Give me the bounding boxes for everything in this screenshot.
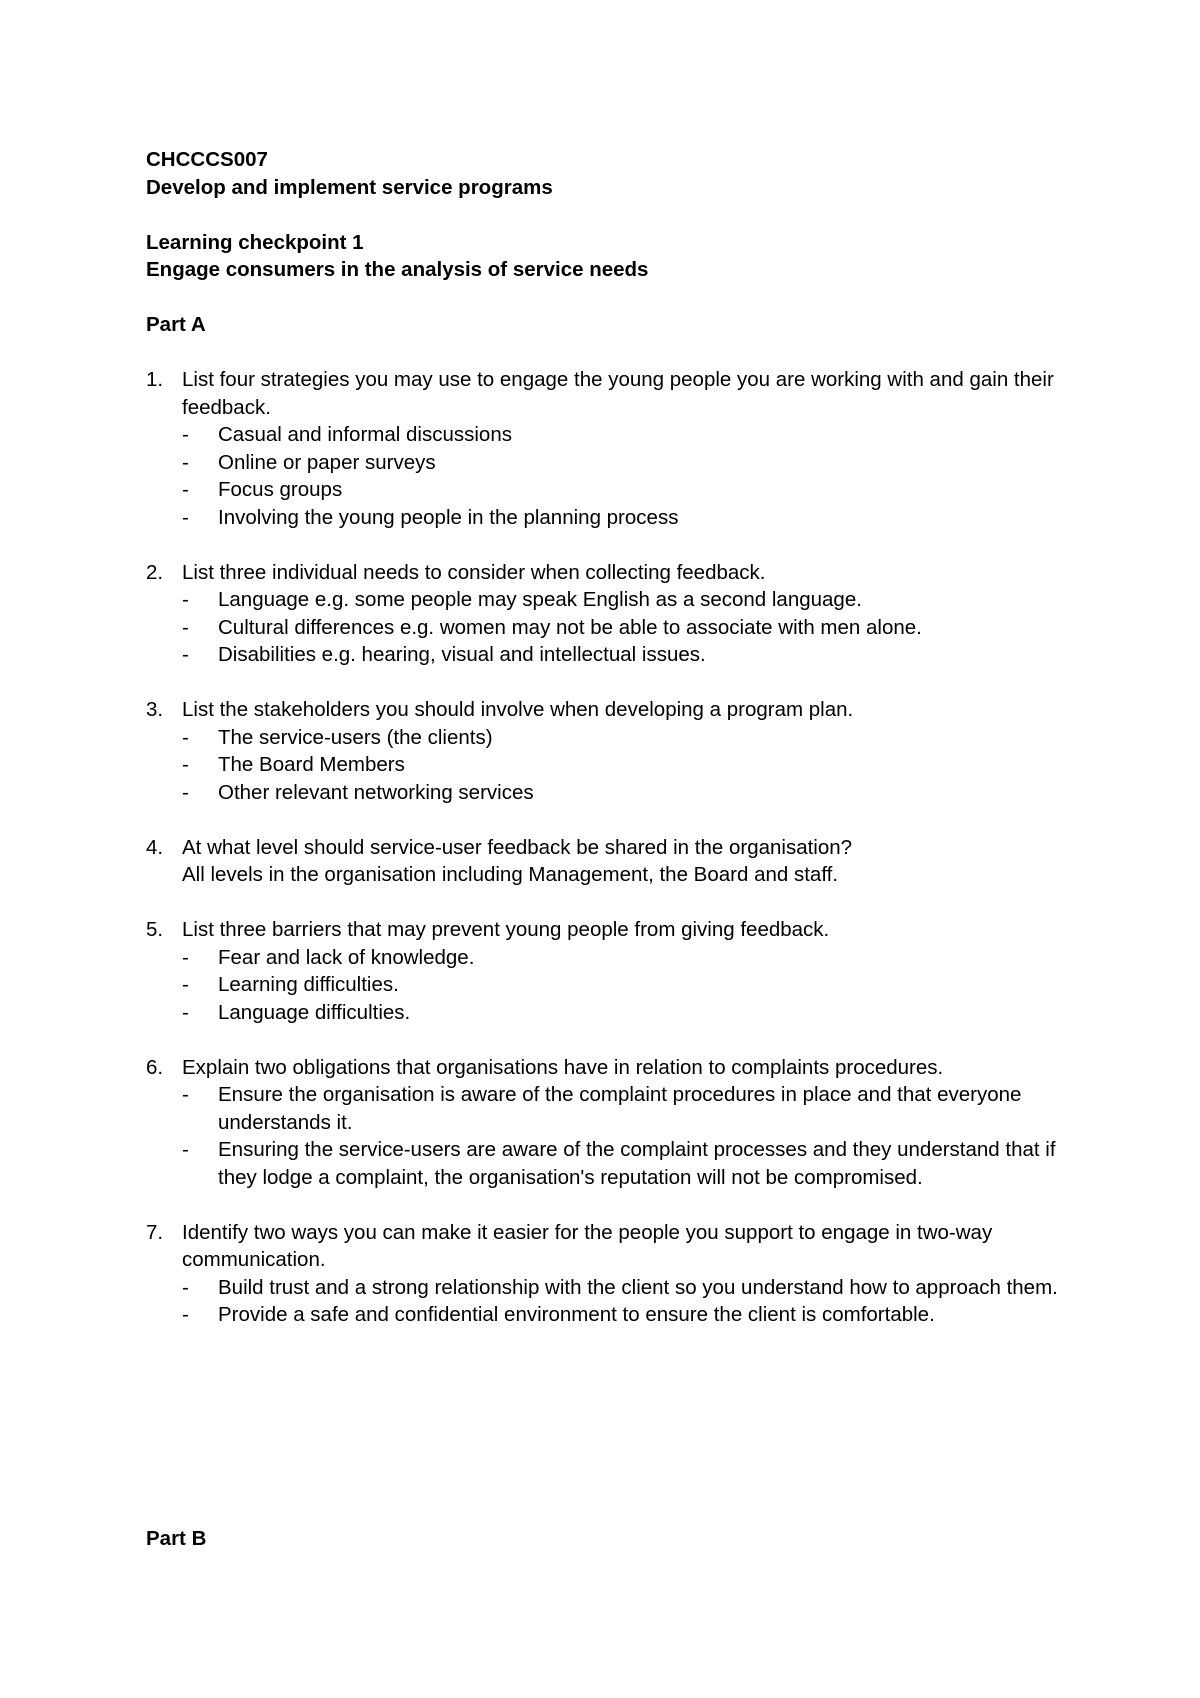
checkpoint-title: Engage consumers in the analysis of service needs xyxy=(146,258,649,281)
answer-item xyxy=(182,779,1060,807)
question-number: 2. xyxy=(146,560,164,584)
dash-bullet: - xyxy=(182,945,189,969)
answer-text: The Board Members xyxy=(218,753,405,776)
answer-list xyxy=(182,1274,1060,1329)
question-number: 4. xyxy=(146,835,164,859)
answer-list xyxy=(182,944,1060,1027)
unit-title: Develop and implement service programs xyxy=(146,175,553,199)
answer-item xyxy=(182,944,1060,972)
answer-item xyxy=(182,1136,1060,1191)
question-number: 7. xyxy=(146,1220,164,1244)
answer-text: Cultural differences e.g. women may not be able to associate with men alone. xyxy=(218,615,922,639)
dash-bullet: - xyxy=(182,725,189,749)
answer-list xyxy=(182,421,1060,531)
answer-item xyxy=(182,1274,1060,1302)
dash-bullet: - xyxy=(182,643,189,666)
question-item xyxy=(146,696,1060,806)
answer-item xyxy=(182,641,1060,669)
question-text: Identify two ways you can make it easier for the people you support to engage in two-way communication. xyxy=(182,1220,993,1271)
answer-item xyxy=(182,586,1060,614)
question-number: 1. xyxy=(146,368,164,391)
answer-item xyxy=(182,614,1060,642)
answer-text: Involving the young people in the planning process xyxy=(218,505,679,529)
answer-item xyxy=(182,971,1060,999)
question-list xyxy=(146,366,1060,1329)
question-item xyxy=(146,1219,1060,1329)
dash-bullet: - xyxy=(182,753,189,776)
question-text: Explain two obligations that organisations have in relation to complaints procedures. xyxy=(182,1055,944,1079)
question-response: All levels in the organisation including Management, the Board and staff. xyxy=(182,863,839,886)
question-item xyxy=(146,366,1060,531)
question-item xyxy=(146,834,1060,889)
dash-bullet: - xyxy=(182,423,189,446)
answer-item xyxy=(182,476,1060,504)
answer-text: Build trust and a strong relationship with the client so you understand how to approach them. xyxy=(218,1275,1058,1299)
answer-text: Fear and lack of knowledge. xyxy=(218,945,475,969)
answer-list xyxy=(182,724,1060,807)
question-number: 5. xyxy=(146,918,164,941)
part-b-heading: Part B xyxy=(146,1527,207,1550)
answer-item xyxy=(182,1081,1060,1136)
answer-item xyxy=(182,1301,1060,1329)
dash-bullet: - xyxy=(182,505,189,529)
answer-text: Provide a safe and confidential environment to ensure the client is comfortable. xyxy=(218,1303,935,1326)
answer-list xyxy=(182,1081,1060,1191)
answer-text: The service-users (the clients) xyxy=(218,725,493,749)
answer-text: Language difficulties. xyxy=(218,1000,411,1024)
answer-item xyxy=(182,421,1060,449)
answer-text: Ensure the organisation is aware of the complaint procedures in place and that everyone understands it. xyxy=(218,1083,1022,1134)
dash-bullet: - xyxy=(182,1303,189,1326)
answer-text: Casual and informal discussions xyxy=(218,423,512,446)
question-text: At what level should service-user feedback be shared in the organisation? xyxy=(182,835,853,859)
dash-bullet: - xyxy=(182,1138,189,1161)
answer-text: Language e.g. some people may speak English as a second language. xyxy=(218,588,862,611)
dash-bullet: - xyxy=(182,1000,189,1024)
dash-bullet: - xyxy=(182,478,189,501)
answer-item xyxy=(182,449,1060,477)
answer-text: Disabilities e.g. hearing, visual and intellectual issues. xyxy=(218,643,706,666)
answer-item xyxy=(182,999,1060,1027)
question-text: List the stakeholders you should involve when developing a program plan. xyxy=(182,698,854,721)
answer-text: Learning difficulties. xyxy=(218,973,399,996)
question-number: 3. xyxy=(146,698,164,721)
answer-list xyxy=(182,586,1060,669)
dash-bullet: - xyxy=(182,1275,189,1299)
answer-item xyxy=(182,751,1060,779)
answer-text: Focus groups xyxy=(218,478,343,501)
dash-bullet: - xyxy=(182,615,189,639)
dash-bullet: - xyxy=(182,780,189,804)
answer-text: Online or paper surveys xyxy=(218,450,436,474)
question-item xyxy=(146,559,1060,669)
answer-text: Other relevant networking services xyxy=(218,780,534,804)
question-item xyxy=(146,916,1060,1026)
answer-item xyxy=(182,504,1060,532)
answer-item xyxy=(182,724,1060,752)
dash-bullet: - xyxy=(182,1083,189,1106)
question-text: List three barriers that may prevent young people from giving feedback. xyxy=(182,918,830,941)
dash-bullet: - xyxy=(182,973,189,996)
checkpoint-label: Learning checkpoint 1 xyxy=(146,230,364,254)
question-number: 6. xyxy=(146,1055,164,1079)
part-a-heading: Part A xyxy=(146,313,206,336)
question-text: List four strategies you may use to engage the young people you are working with and gain their feedback. xyxy=(182,368,1054,419)
dash-bullet: - xyxy=(182,588,189,611)
unit-code: CHCCCS007 xyxy=(146,148,268,171)
question-text: List three individual needs to consider when collecting feedback. xyxy=(182,560,766,584)
question-item xyxy=(146,1054,1060,1192)
dash-bullet: - xyxy=(182,450,189,474)
answer-text: Ensuring the service-users are aware of the complaint processes and they understand that if they lodge a complaint, the organisation's reputation will not be compromised. xyxy=(218,1138,1056,1189)
